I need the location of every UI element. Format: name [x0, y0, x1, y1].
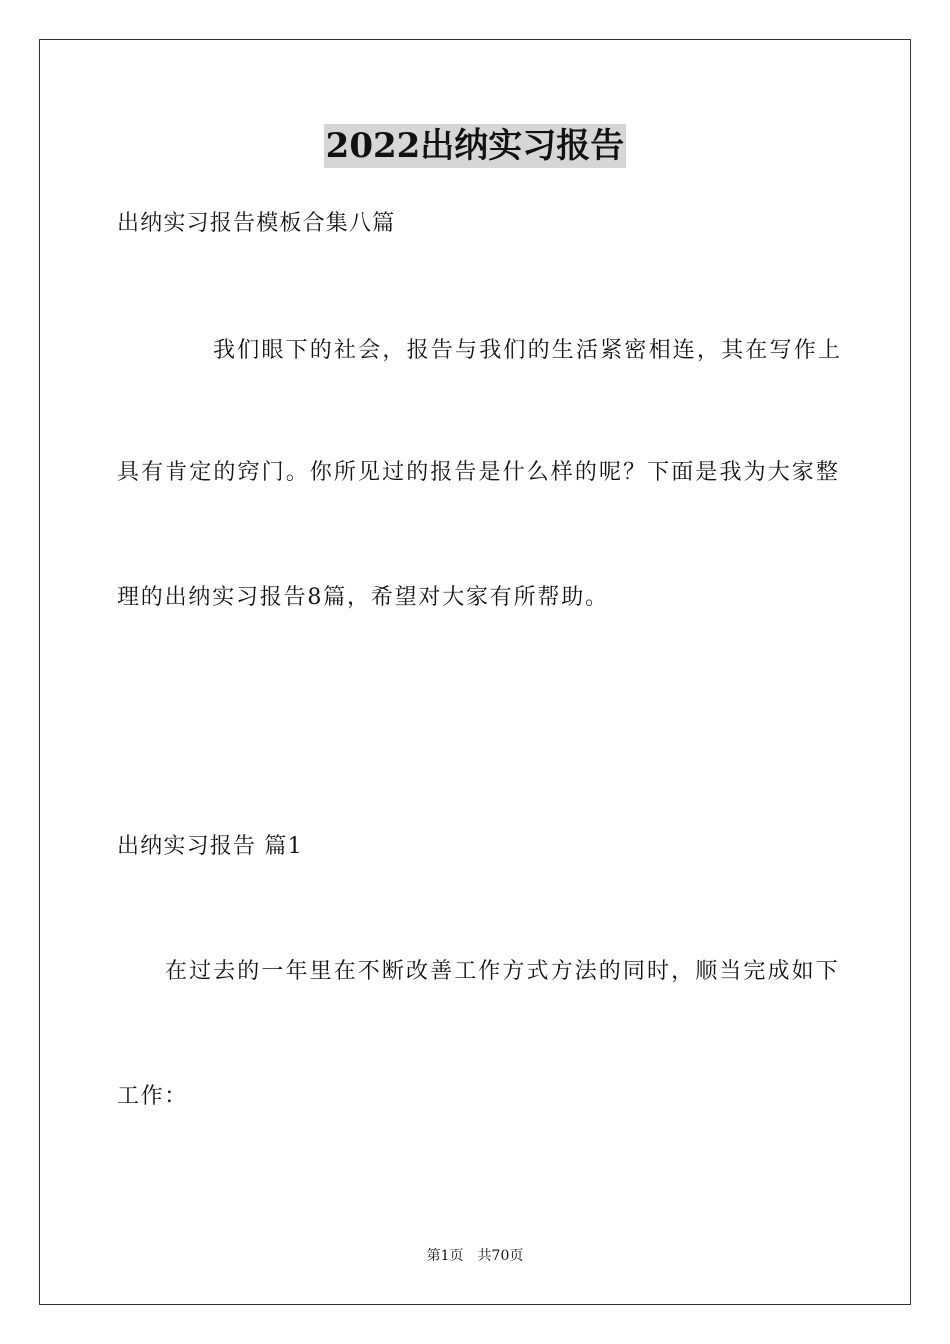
page-footer — [0, 1246, 950, 1266]
intro-paragraph-line: 理的出纳实习报告8篇，希望对大家有所帮助。 — [117, 585, 609, 610]
intro-paragraph-line: 具有肯定的窍门。你所见过的报告是什么样的呢？下面是我为大家整 — [117, 460, 841, 485]
section-paragraph-line: 在过去的一年里在不断改善工作方式方法的同时，顺当完成如下 — [165, 959, 840, 984]
page-total: 共70页 — [477, 1248, 524, 1264]
title-container — [0, 124, 950, 168]
section-heading: 出纳实习报告 篇1 — [117, 834, 303, 859]
document-subtitle: 出纳实习报告模板合集八篇 — [117, 211, 396, 236]
page-number: 第1页 — [426, 1248, 464, 1264]
document-title: 2022出纳实习报告 — [325, 126, 625, 166]
section-paragraph-line: 工作： — [117, 1084, 188, 1109]
intro-paragraph-line: 我们眼下的社会，报告与我们的生活紧密相连，其在写作上 — [213, 338, 843, 363]
